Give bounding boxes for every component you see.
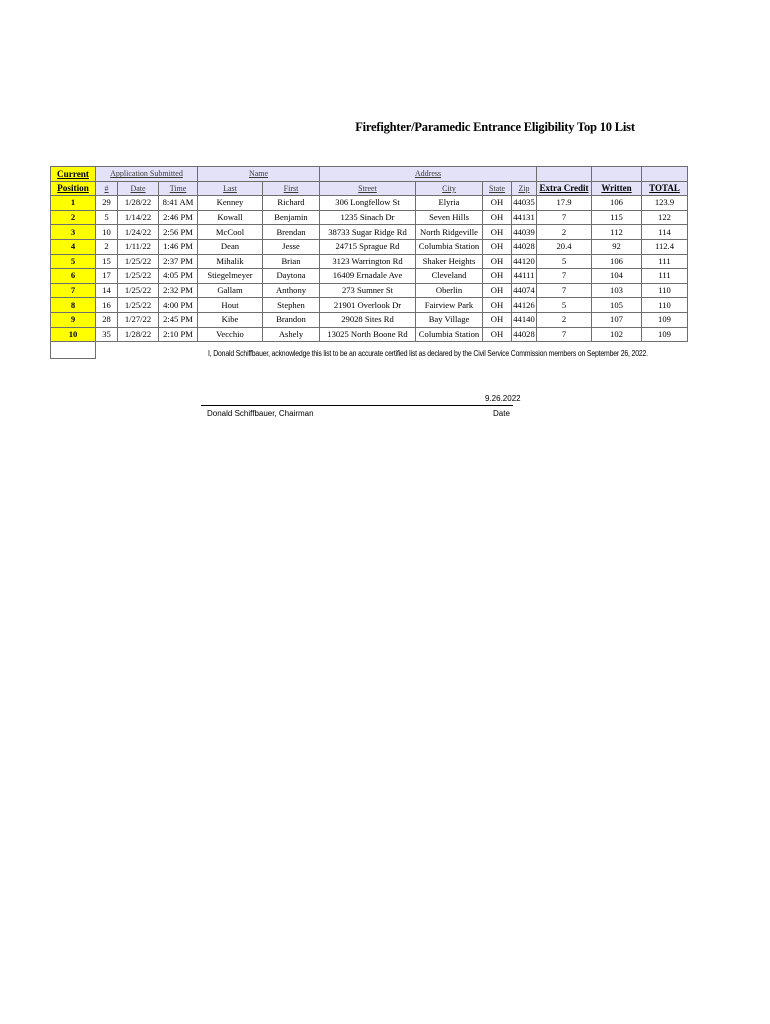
header-row-columns — [51, 181, 688, 196]
extra-credit-cell: 7 — [537, 283, 592, 298]
state-cell: OH — [483, 196, 512, 211]
first-name-cell: Stephen — [263, 298, 320, 313]
application-submitted-header: Application Submitted — [96, 167, 198, 182]
city-cell: Bay Village — [416, 312, 483, 327]
last-name-cell: Hout — [198, 298, 263, 313]
state-cell: OH — [483, 312, 512, 327]
written-cell: 105 — [592, 298, 642, 313]
position-cell: 3 — [51, 225, 96, 240]
time-cell: 1:46 PM — [159, 239, 198, 254]
state-cell: OH — [483, 210, 512, 225]
extra-credit-cell: 5 — [537, 298, 592, 313]
city-cell: Fairview Park — [416, 298, 483, 313]
last-name-cell: Stiegelmeyer — [198, 269, 263, 284]
extra-credit-cell: 2 — [537, 225, 592, 240]
city-header: City — [416, 181, 483, 196]
number-cell: 14 — [96, 283, 118, 298]
street-cell: 38733 Sugar Ridge Rd — [320, 225, 416, 240]
state-cell: OH — [483, 327, 512, 342]
street-cell: 24715 Sprague Rd — [320, 239, 416, 254]
city-cell: North Ridgeville — [416, 225, 483, 240]
city-cell: Shaker Heights — [416, 254, 483, 269]
total-cell: 110 — [642, 283, 688, 298]
written-cell: 115 — [592, 210, 642, 225]
table-row — [51, 254, 688, 269]
first-name-cell: Daytona — [263, 269, 320, 284]
number-cell: 35 — [96, 327, 118, 342]
extra-credit-header: Extra Credit — [537, 181, 592, 196]
first-name-cell: Brandon — [263, 312, 320, 327]
table-row — [51, 298, 688, 313]
written-header: Written — [592, 181, 642, 196]
street-cell: 3123 Warrington Rd — [320, 254, 416, 269]
extra-credit-spacer — [537, 167, 592, 182]
state-cell: OH — [483, 269, 512, 284]
street-cell: 29028 Sites Rd — [320, 312, 416, 327]
time-cell: 2:56 PM — [159, 225, 198, 240]
time-cell: 2:37 PM — [159, 254, 198, 269]
street-cell: 273 Sumner St — [320, 283, 416, 298]
first-name-cell: Brian — [263, 254, 320, 269]
header-row-group — [51, 167, 688, 182]
city-cell: Cleveland — [416, 269, 483, 284]
first-name-cell: Ashely — [263, 327, 320, 342]
zip-cell: 44035 — [512, 196, 537, 211]
total-cell: 109 — [642, 312, 688, 327]
signature-line — [201, 405, 513, 406]
date-cell: 1/11/22 — [118, 239, 159, 254]
zip-cell: 44074 — [512, 283, 537, 298]
extra-credit-cell: 5 — [537, 254, 592, 269]
last-name-cell: Gallam — [198, 283, 263, 298]
position-cell: 7 — [51, 283, 96, 298]
page-title: Firefighter/Paramedic Entrance Eligibility Top 10 List — [355, 120, 635, 134]
first-name-cell: Jesse — [263, 239, 320, 254]
last-name-cell: Kenney — [198, 196, 263, 211]
date-cell: 1/28/22 — [118, 196, 159, 211]
table-row — [51, 225, 688, 240]
zip-header: Zip — [512, 181, 537, 196]
date-cell: 1/25/22 — [118, 283, 159, 298]
city-cell: Elyria — [416, 196, 483, 211]
zip-cell: 44111 — [512, 269, 537, 284]
extra-credit-cell: 17.9 — [537, 196, 592, 211]
position-cell: 9 — [51, 312, 96, 327]
zip-cell: 44126 — [512, 298, 537, 313]
time-cell: 2:46 PM — [159, 210, 198, 225]
state-cell: OH — [483, 254, 512, 269]
last-name-cell: McCool — [198, 225, 263, 240]
time-cell: 8:41 AM — [159, 196, 198, 211]
zip-cell: 44140 — [512, 312, 537, 327]
total-cell: 109 — [642, 327, 688, 342]
last-name-header: Last — [198, 181, 263, 196]
first-name-cell: Anthony — [263, 283, 320, 298]
first-name-header: First — [263, 181, 320, 196]
acknowledgement-statement: I, Donald Schiffbauer, acknowledge this list to be an accurate certified list as declared by the Civil Service Commission members on September 26, 2022. — [208, 349, 648, 358]
time-cell: 4:05 PM — [159, 269, 198, 284]
table-row — [51, 327, 688, 342]
number-cell: 5 — [96, 210, 118, 225]
state-cell: OH — [483, 239, 512, 254]
street-cell: 306 Longfellow St — [320, 196, 416, 211]
zip-cell: 44028 — [512, 327, 537, 342]
signer-name: Donald Schiffbauer, Chairman — [207, 409, 314, 418]
written-cell: 92 — [592, 239, 642, 254]
date-cell: 1/24/22 — [118, 225, 159, 240]
city-cell: Columbia Station — [416, 239, 483, 254]
number-cell: 17 — [96, 269, 118, 284]
total-cell: 123.9 — [642, 196, 688, 211]
number-cell: 10 — [96, 225, 118, 240]
number-cell: 29 — [96, 196, 118, 211]
position-cell: 10 — [51, 327, 96, 342]
current-header: Current — [51, 167, 96, 182]
street-cell: 13025 North Boone Rd — [320, 327, 416, 342]
position-cell: 5 — [51, 254, 96, 269]
table-row — [51, 210, 688, 225]
written-cell: 106 — [592, 254, 642, 269]
table-row — [51, 283, 688, 298]
position-cell: 1 — [51, 196, 96, 211]
state-header: State — [483, 181, 512, 196]
table-row — [51, 312, 688, 327]
extra-credit-cell: 7 — [537, 327, 592, 342]
written-cell: 107 — [592, 312, 642, 327]
total-header: TOTAL — [642, 181, 688, 196]
position-cell: 4 — [51, 239, 96, 254]
written-cell: 112 — [592, 225, 642, 240]
written-cell: 103 — [592, 283, 642, 298]
written-spacer — [592, 167, 642, 182]
time-cell: 2:10 PM — [159, 327, 198, 342]
street-cell: 16409 Ernadale Ave — [320, 269, 416, 284]
zip-cell: 44039 — [512, 225, 537, 240]
total-spacer — [642, 167, 688, 182]
date-cell: 1/25/22 — [118, 254, 159, 269]
last-name-cell: Vecchio — [198, 327, 263, 342]
last-name-cell: Mihalik — [198, 254, 263, 269]
position-cell: 2 — [51, 210, 96, 225]
extra-credit-cell: 2 — [537, 312, 592, 327]
time-cell: 2:45 PM — [159, 312, 198, 327]
date-cell: 1/14/22 — [118, 210, 159, 225]
city-cell: Oberlin — [416, 283, 483, 298]
city-cell: Columbia Station — [416, 327, 483, 342]
extra-credit-cell: 7 — [537, 210, 592, 225]
total-cell: 110 — [642, 298, 688, 313]
total-cell: 114 — [642, 225, 688, 240]
number-cell: 28 — [96, 312, 118, 327]
name-header: Name — [198, 167, 320, 182]
date-label: Date — [493, 409, 510, 418]
street-cell: 21901 Overlook Dr — [320, 298, 416, 313]
written-cell: 104 — [592, 269, 642, 284]
date-cell: 1/28/22 — [118, 327, 159, 342]
written-cell: 106 — [592, 196, 642, 211]
street-cell: 1235 Sinach Dr — [320, 210, 416, 225]
date-cell: 1/25/22 — [118, 269, 159, 284]
address-header: Address — [320, 167, 537, 182]
date-header: Date — [118, 181, 159, 196]
first-name-cell: Richard — [263, 196, 320, 211]
total-cell: 111 — [642, 254, 688, 269]
zip-cell: 44120 — [512, 254, 537, 269]
number-header: # — [96, 181, 118, 196]
position-header: Position — [51, 181, 96, 196]
city-cell: Seven Hills — [416, 210, 483, 225]
time-cell: 2:32 PM — [159, 283, 198, 298]
state-cell: OH — [483, 283, 512, 298]
number-cell: 15 — [96, 254, 118, 269]
table-row — [51, 196, 688, 211]
signature-date-value: 9.26.2022 — [485, 394, 521, 403]
date-cell: 1/27/22 — [118, 312, 159, 327]
total-cell: 111 — [642, 269, 688, 284]
table-row — [51, 239, 688, 254]
written-cell: 102 — [592, 327, 642, 342]
state-cell: OH — [483, 225, 512, 240]
position-cell: 8 — [51, 298, 96, 313]
zip-cell: 44028 — [512, 239, 537, 254]
state-cell: OH — [483, 298, 512, 313]
number-cell: 2 — [96, 239, 118, 254]
first-name-cell: Benjamin — [263, 210, 320, 225]
position-cell: 6 — [51, 269, 96, 284]
last-name-cell: Kibe — [198, 312, 263, 327]
total-cell: 122 — [642, 210, 688, 225]
street-header: Street — [320, 181, 416, 196]
last-name-cell: Kowall — [198, 210, 263, 225]
zip-cell: 44131 — [512, 210, 537, 225]
first-name-cell: Brendan — [263, 225, 320, 240]
eligibility-table — [50, 166, 688, 359]
last-name-cell: Dean — [198, 239, 263, 254]
total-cell: 112.4 — [642, 239, 688, 254]
extra-credit-cell: 7 — [537, 269, 592, 284]
number-cell: 16 — [96, 298, 118, 313]
date-cell: 1/25/22 — [118, 298, 159, 313]
time-cell: 4:00 PM — [159, 298, 198, 313]
blank-position-cell — [51, 342, 96, 359]
extra-credit-cell: 20.4 — [537, 239, 592, 254]
time-header: Time — [159, 181, 198, 196]
table-row — [51, 269, 688, 284]
